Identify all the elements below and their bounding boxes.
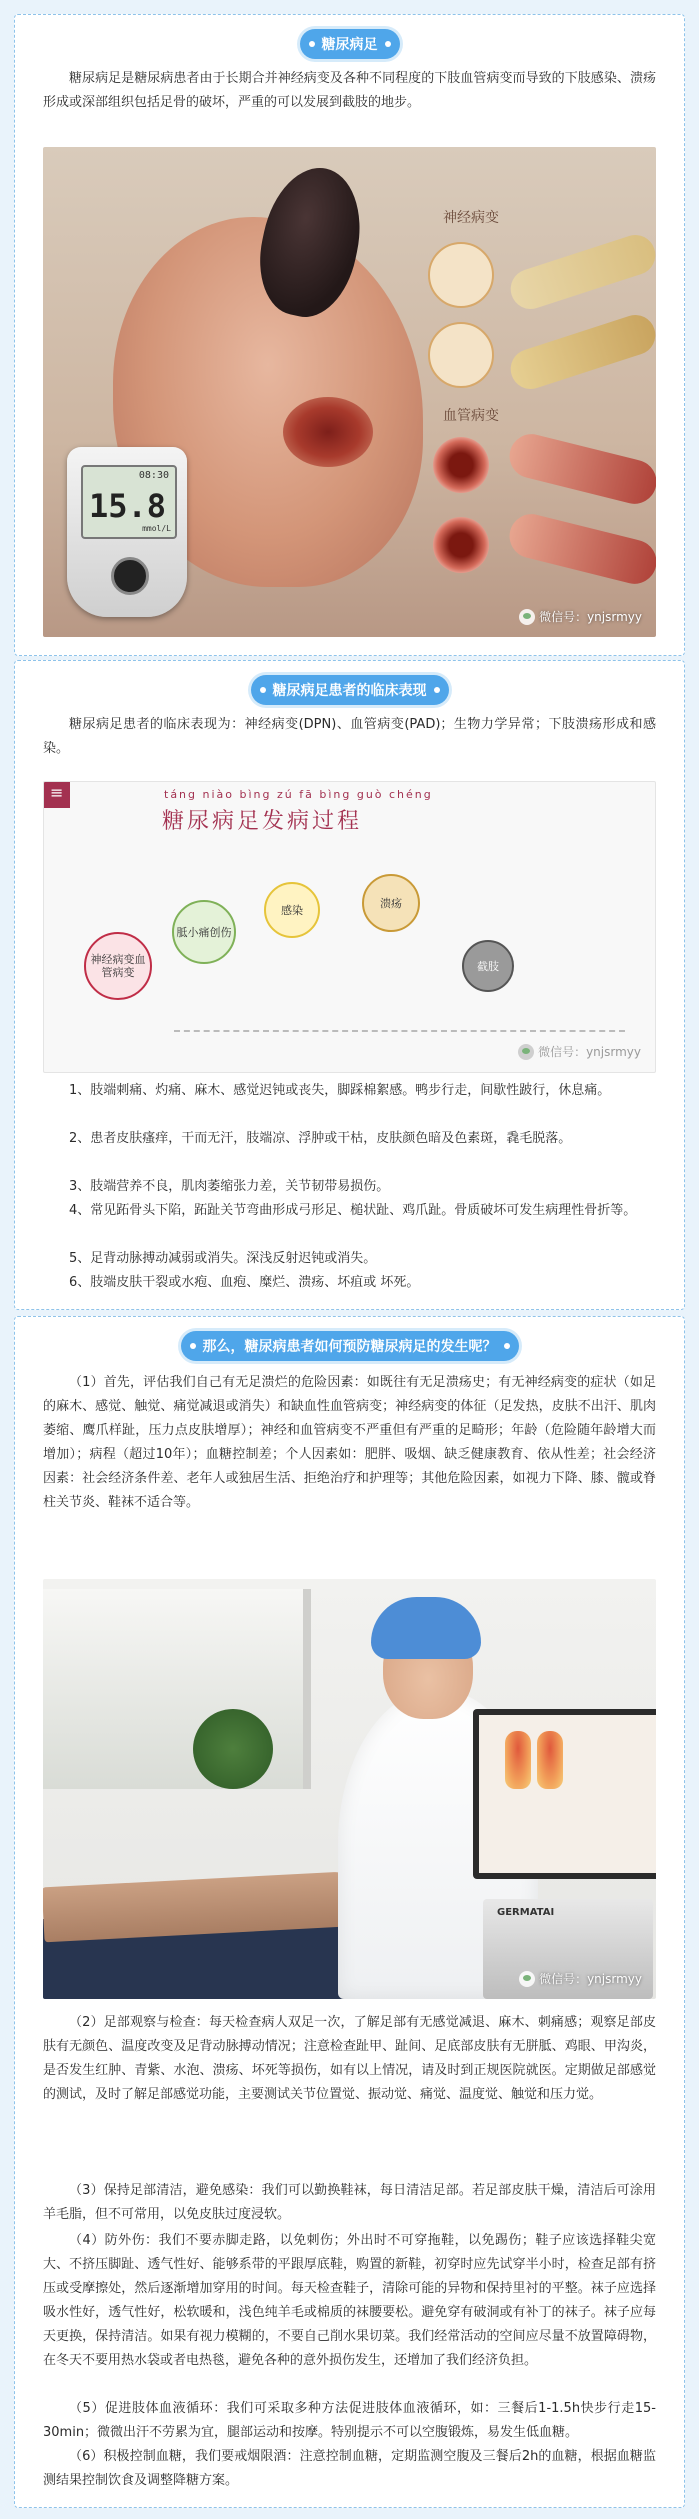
nerve-fiber-icon — [505, 230, 656, 314]
nurse-foot-exam-photo — [43, 1579, 656, 1999]
meter-unit: mmol/L — [142, 524, 171, 533]
watermark — [519, 608, 642, 625]
prevention-paragraph-1: （1）首先，评估我们自己有无足溃烂的危险因素：如既往有无足溃疡史；有无神经病变的症状（如足的麻木、感觉、触觉、痛觉减退或消失）和缺血性血管病变；神经病变的体征（足发热，皮肤不出汗、肌肉萎缩、鹰爪样趾，压力点皮肤增厚）；神经和血管病变不严重但有严重的足畸形；年龄（危险随年龄增大而增加）；病程（超过10年）；血糖控制差；个人因素如：肥胖、吸烟、缺乏健康教育、依从性差；社会经济因素：社会经济条件差、老年人或独居生活、拒绝治疗和护理等；其他危险因素，如视力下降、膝、髋或脊柱关节炎、鞋袜不适合等。 — [43, 1375, 656, 1510]
slide-pinyin: táng niào bìng zú fā bìng guò chéng — [164, 788, 433, 801]
prevention-paragraph-5: （5）促进肢体血液循环：我们可采取多种方法促进肢体血液循环，如：三餐后1-1.5h快步行走15-30min；微微出汗不劳累为宜，腿部运动和按摩。特别提示不可以空腹锻炼，易发生低血糖。 — [43, 2401, 656, 2440]
section-prevention — [14, 1316, 685, 2508]
nurse-cap — [371, 1597, 481, 1659]
intro-paragraph: 糖尿病足患者的临床表现为：神经病变(DPN)、血管病变(PAD)；生物力学异常；下肢溃疡形成和感染。 — [43, 717, 656, 756]
wechat-icon — [518, 1044, 534, 1060]
prevention-paragraph-3: （3）保持足部清洁，避免感染：我们可以勤换鞋袜，每日清洁足部。若足部皮肤干燥，清洁后可涂用羊毛脂，但不可常用，以免皮肤过度浸软。 — [43, 2183, 656, 2222]
blood-vessel-icon — [505, 430, 656, 509]
watermark-text: 微信号：ynjsrmyy — [539, 610, 642, 624]
process-bubble: 截肢 — [462, 940, 514, 992]
wechat-icon — [519, 609, 535, 625]
section-diabetic-foot — [14, 14, 685, 656]
watermark — [518, 1043, 641, 1060]
symptom-item: 1、肢端刺痛、灼痛、麻木、感觉迟钝或丧失，脚踩棉絮感。鸭步行走，间歇性跛行，休息痛。 — [69, 1083, 611, 1098]
glucose-meter — [67, 447, 187, 617]
meter-time: 08:30 — [138, 470, 169, 481]
slide-menu-icon — [44, 782, 70, 808]
window — [43, 1589, 311, 1789]
foot-pressure-map-icon — [537, 1731, 563, 1789]
symptom-item: 5、足背动脉搏动减弱或消失。深浅反射迟钝或消失。 — [69, 1251, 377, 1266]
meter-button-icon — [111, 557, 149, 595]
nerve-cross-section-icon — [428, 242, 494, 308]
label-nerve-disease: 神经病变 — [443, 210, 499, 226]
watermark — [519, 1970, 642, 1987]
nerve-fiber-icon — [505, 310, 656, 394]
prevention-paragraph-6: （6）积极控制血糖，我们要戒烟限酒：注意控制血糖，定期监测空腹及三餐后2h的血糖，根据血糖监测结果控制饮食及调整降糖方案。 — [43, 2449, 656, 2488]
process-bubble: 胝小痛创伤 — [172, 900, 236, 964]
tree — [193, 1709, 273, 1789]
symptom-item: 4、常见跖骨头下陷，跖趾关节弯曲形成弓形足、槌状趾、鸡爪趾。骨质破坏可发生病理性骨折等。 — [69, 1203, 637, 1218]
process-bubble: 神经病变血管病变 — [84, 932, 152, 1000]
vessel-cross-section-icon — [433, 437, 489, 493]
slide-footnote-lines — [174, 1016, 625, 1032]
disease-process-slide — [43, 781, 656, 1073]
section-title-pill: 糖尿病足 — [300, 29, 400, 59]
prevention-paragraph-2: （2）足部观察与检查：每天检查病人双足一次，了解足部有无感觉减退、麻木、刺痛感；观察足部皮肤有无颜色、温度改变及足背动脉搏动情况；注意检查趾甲、趾间、足底部皮肤有无胼胝、鸡眼、甲沟炎，是否发生红肿、青紫、水泡、溃疡、坏死等损伤，如有以上情况，请及时到正规医院就医。定期做足部感觉的测试，及时了解足部感觉功能，主要测试关节位置觉、振动觉、痛觉、温度觉、触觉和压力觉。 — [43, 2015, 656, 2102]
symptom-item: 6、肢端皮肤干裂或水疱、血疱、糜烂、溃疡、坏疽或 坏死。 — [69, 1275, 420, 1290]
symptom-item: 2、患者皮肤瘙痒，干而无汗，肢端凉、浮肿或干枯，皮肤颜色暗及色素斑，毳毛脱落。 — [69, 1131, 572, 1146]
monitor-screen — [479, 1715, 656, 1873]
nerve-cross-section-icon — [428, 322, 494, 388]
watermark-text: 微信号：ynjsrmyy — [539, 1972, 642, 1986]
section-title-pill: 糖尿病足患者的临床表现 — [251, 675, 449, 705]
watermark-text: 微信号：ynjsrmyy — [538, 1045, 641, 1059]
device-brand: GERMATAI — [497, 1907, 555, 1918]
meter-value: 15.8 — [89, 487, 167, 525]
foot-ulcer — [283, 397, 373, 467]
label-vascular-disease: 血管病变 — [443, 408, 499, 424]
process-bubble: 溃疡 — [362, 874, 420, 932]
blood-vessel-icon — [505, 510, 656, 589]
intro-paragraph: 糖尿病足是糖尿病患者由于长期合并神经病变及各种不同程度的下肢血管病变而导致的下肢感染、溃疡形成或深部组织包括足骨的破坏，严重的可以发展到截肢的地步。 — [43, 71, 656, 110]
slide-heading: 糖尿病足发病过程 — [162, 809, 363, 834]
glucose-meter-screen — [81, 465, 177, 539]
prevention-paragraph-4: （4）防外伤：我们不要赤脚走路，以免刺伤；外出时不可穿拖鞋，以免踢伤；鞋子应该选择鞋尖宽大、不挤压脚趾、透气性好、能够系带的平跟厚底鞋，购置的新鞋，初穿时应先试穿半小时，检查足部有挤压或受摩擦处，然后逐渐增加穿用的时间。每天检查鞋子，清除可能的异物和保持里衬的平整。袜子应选择吸水性好，透气性好，松软暖和，浅色纯羊毛或棉质的袜腰要松。避免穿有破洞或有补丁的袜子。袜子应每天更换，保持清洁。如果有视力模糊的，不要自己削水果切菜。我们经常活动的空间应尽量不放置障碍物，在冬天不要用热水袋或者电热毯，避免各种的意外损伤发生，还增加了我们经济负担。 — [43, 2233, 656, 2368]
section-clinical-manifestations — [14, 660, 685, 1310]
process-bubble: 感染 — [264, 882, 320, 938]
vessel-cross-section-icon — [433, 517, 489, 573]
section-title-pill: 那么，糖尿病患者如何预防糖尿病足的发生呢？ — [181, 1331, 519, 1361]
wechat-icon — [519, 1971, 535, 1987]
symptom-item: 3、肢端营养不良，肌肉萎缩张力差，关节韧带易损伤。 — [69, 1179, 390, 1194]
foot-scan-monitor — [473, 1709, 656, 1879]
foot-pressure-map-icon — [505, 1731, 531, 1789]
diabetic-foot-illustration — [43, 147, 656, 637]
